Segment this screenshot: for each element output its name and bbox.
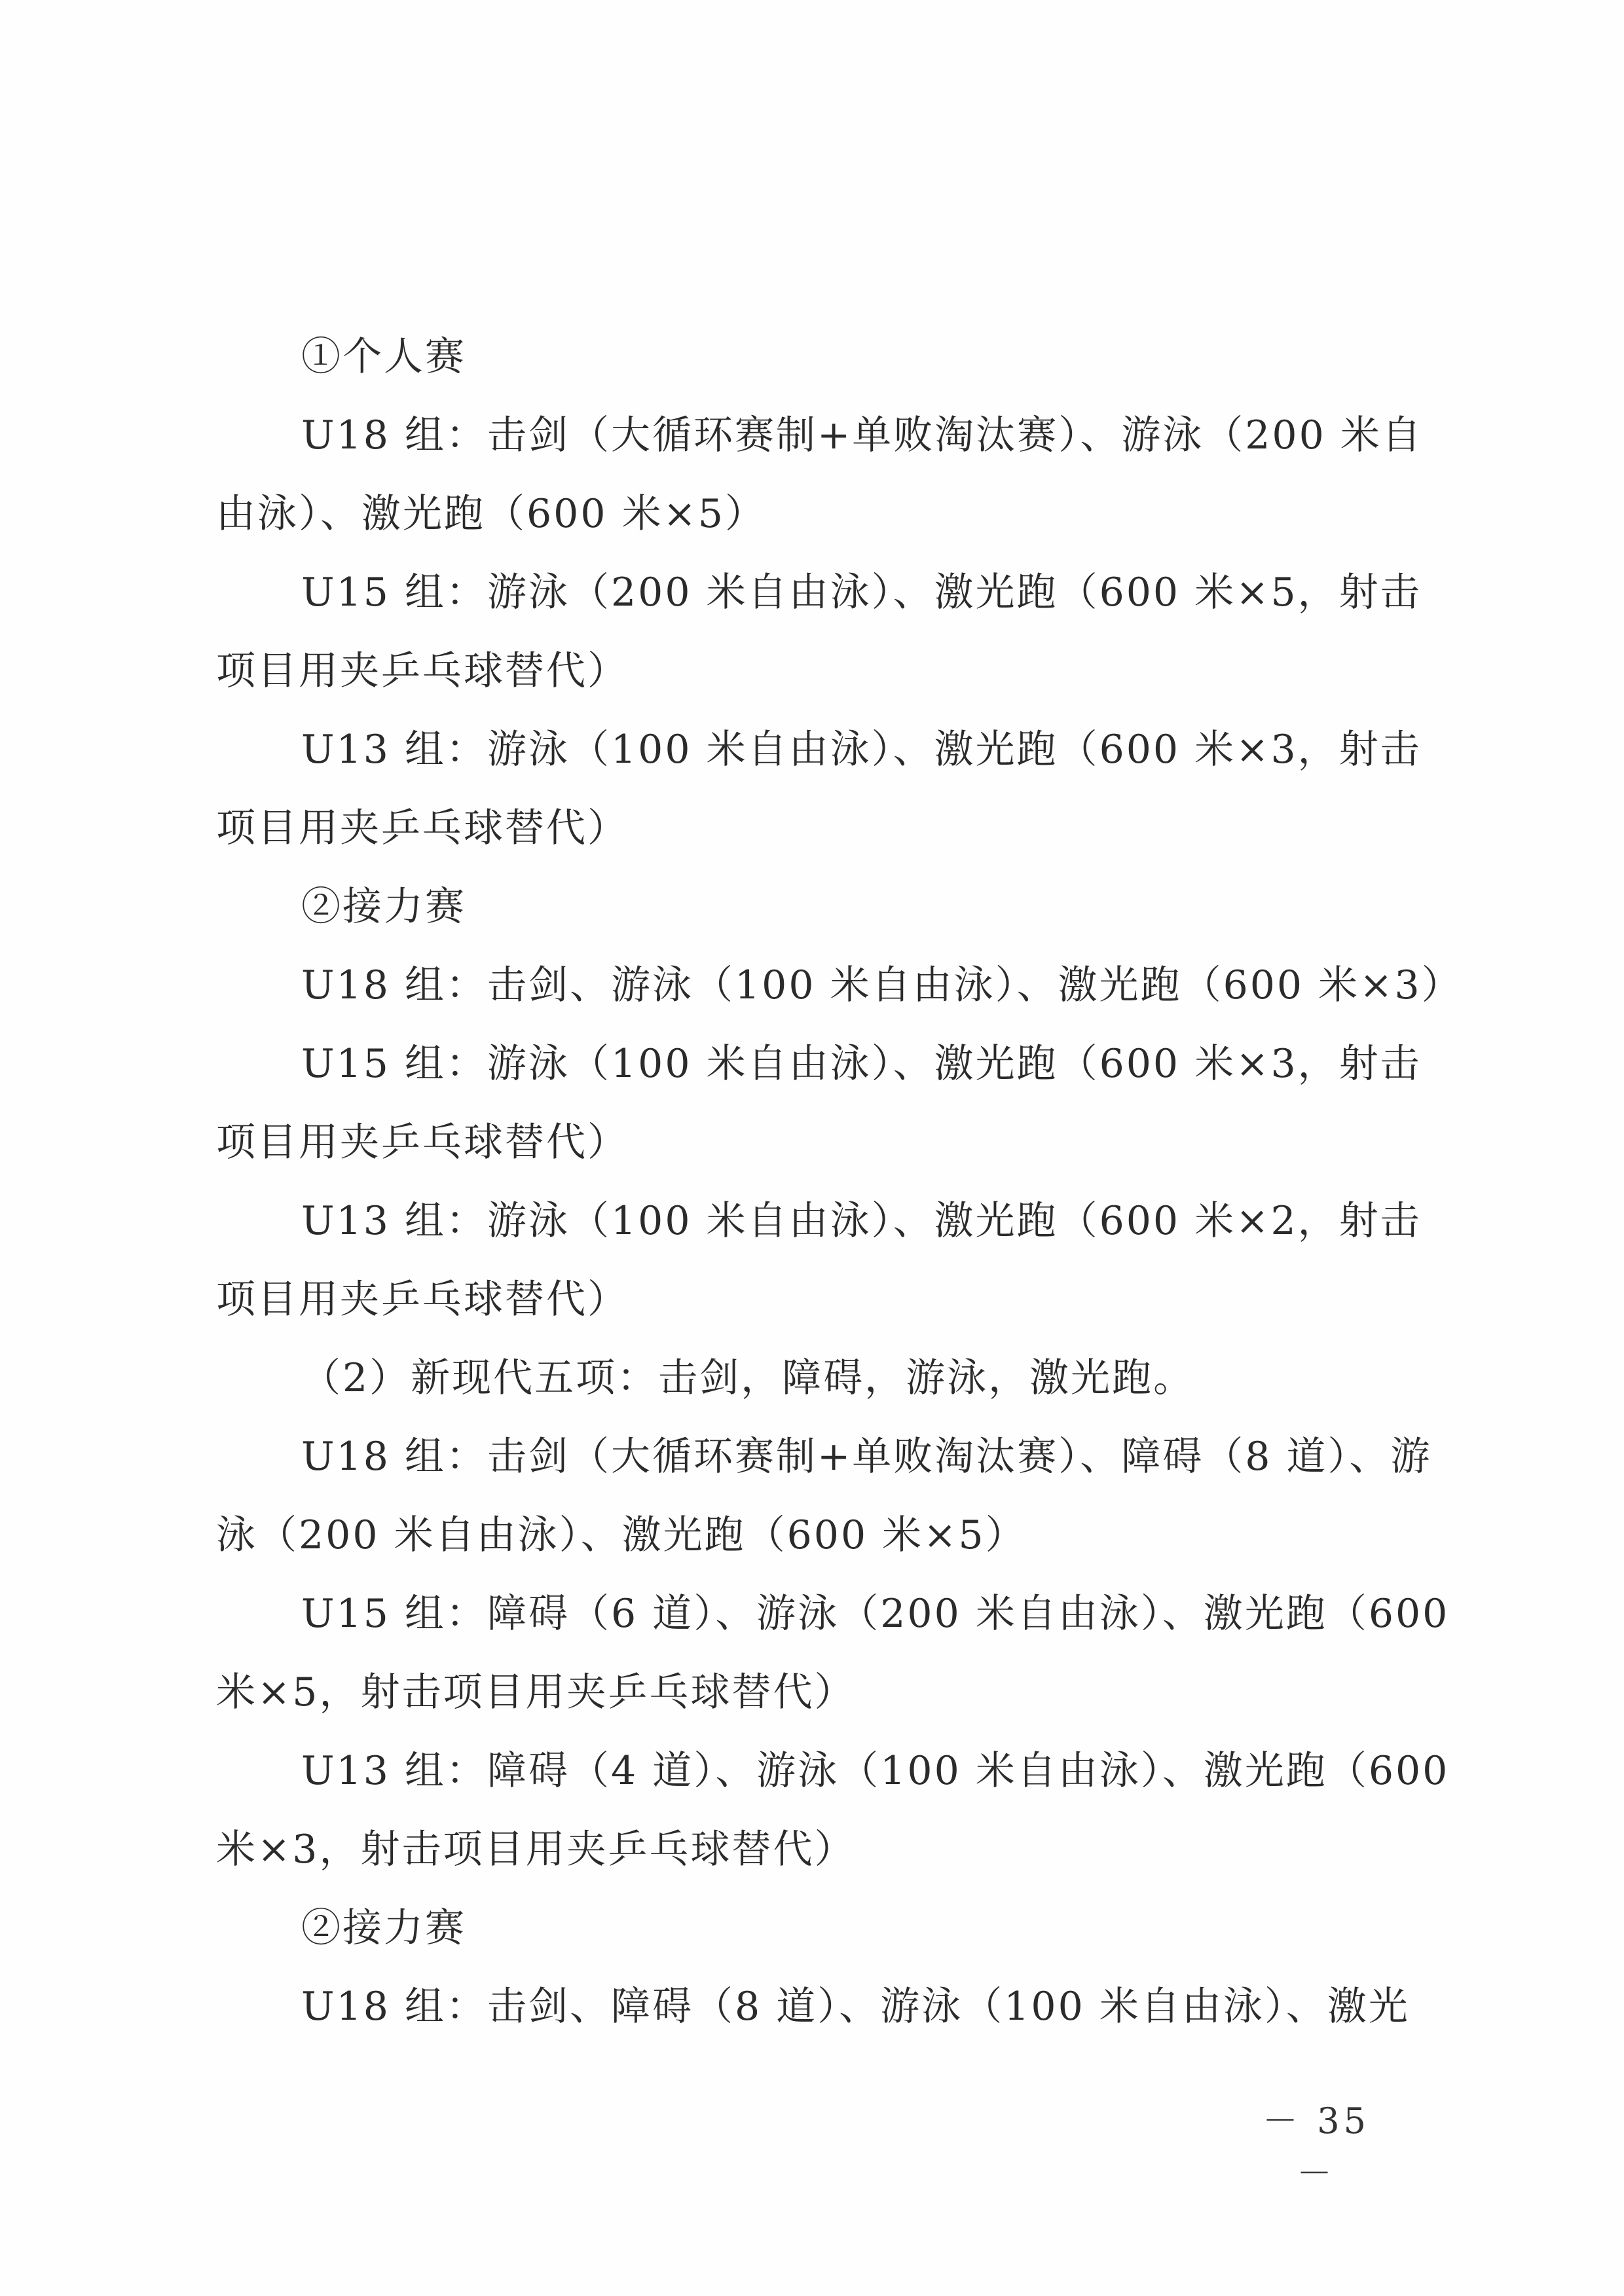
text-line: （2）新现代五项：击剑，障碍，游泳，激光跑。: [301, 1355, 1195, 1401]
text-line: 项目用夹乒乓球替代）: [216, 805, 629, 851]
text-line: 项目用夹乒乓球替代）: [216, 1120, 629, 1165]
text-line: 泳（200 米自由泳）、激光跑（600 米×5）: [216, 1512, 1027, 1558]
text-line: ②接力赛: [301, 1905, 466, 1951]
text-line: U13 组：游泳（100 米自由泳）、激光跑（600 米×3，射击: [301, 727, 1422, 773]
text-line: U18 组：击剑、游泳（100 米自由泳）、激光跑（600 米×3）: [301, 962, 1463, 1008]
text-line: ②接力赛: [301, 884, 466, 930]
text-line: U18 组：击剑、障碍（8 道）、游泳（100 米自由泳）、激光: [301, 1984, 1410, 2030]
text-line: U18 组：击剑（大循环赛制+单败淘汰赛）、游泳（200 米自: [301, 412, 1423, 458]
text-line: U13 组：障碍（4 道）、游泳（100 米自由泳）、激光跑（600: [301, 1748, 1450, 1794]
text-line: U15 组：游泳（100 米自由泳）、激光跑（600 米×3，射击: [301, 1041, 1422, 1087]
page-number: － 35 －: [1263, 2100, 1370, 2194]
text-line: 项目用夹乒乓球替代）: [216, 1277, 629, 1322]
text-line: U13 组：游泳（100 米自由泳）、激光跑（600 米×2，射击: [301, 1198, 1422, 1244]
text-line: 由泳）、激光跑（600 米×5）: [216, 491, 767, 537]
text-line: U18 组：击剑（大循环赛制+单败淘汰赛）、障碍（8 道）、游: [301, 1434, 1432, 1480]
document-body: [216, 318, 1463, 2046]
text-line: U15 组：障碍（6 道）、游泳（200 米自由泳）、激光跑（600: [301, 1591, 1450, 1637]
text-line: 项目用夹乒乓球替代）: [216, 648, 629, 694]
text-line: 米×3，射击项目用夹乒乓球替代）: [216, 1827, 856, 1872]
text-line: 米×5，射击项目用夹乒乓球替代）: [216, 1669, 856, 1715]
text-line: U15 组：游泳（200 米自由泳）、激光跑（600 米×5，射击: [301, 570, 1422, 615]
text-line: ①个人赛: [301, 334, 466, 380]
